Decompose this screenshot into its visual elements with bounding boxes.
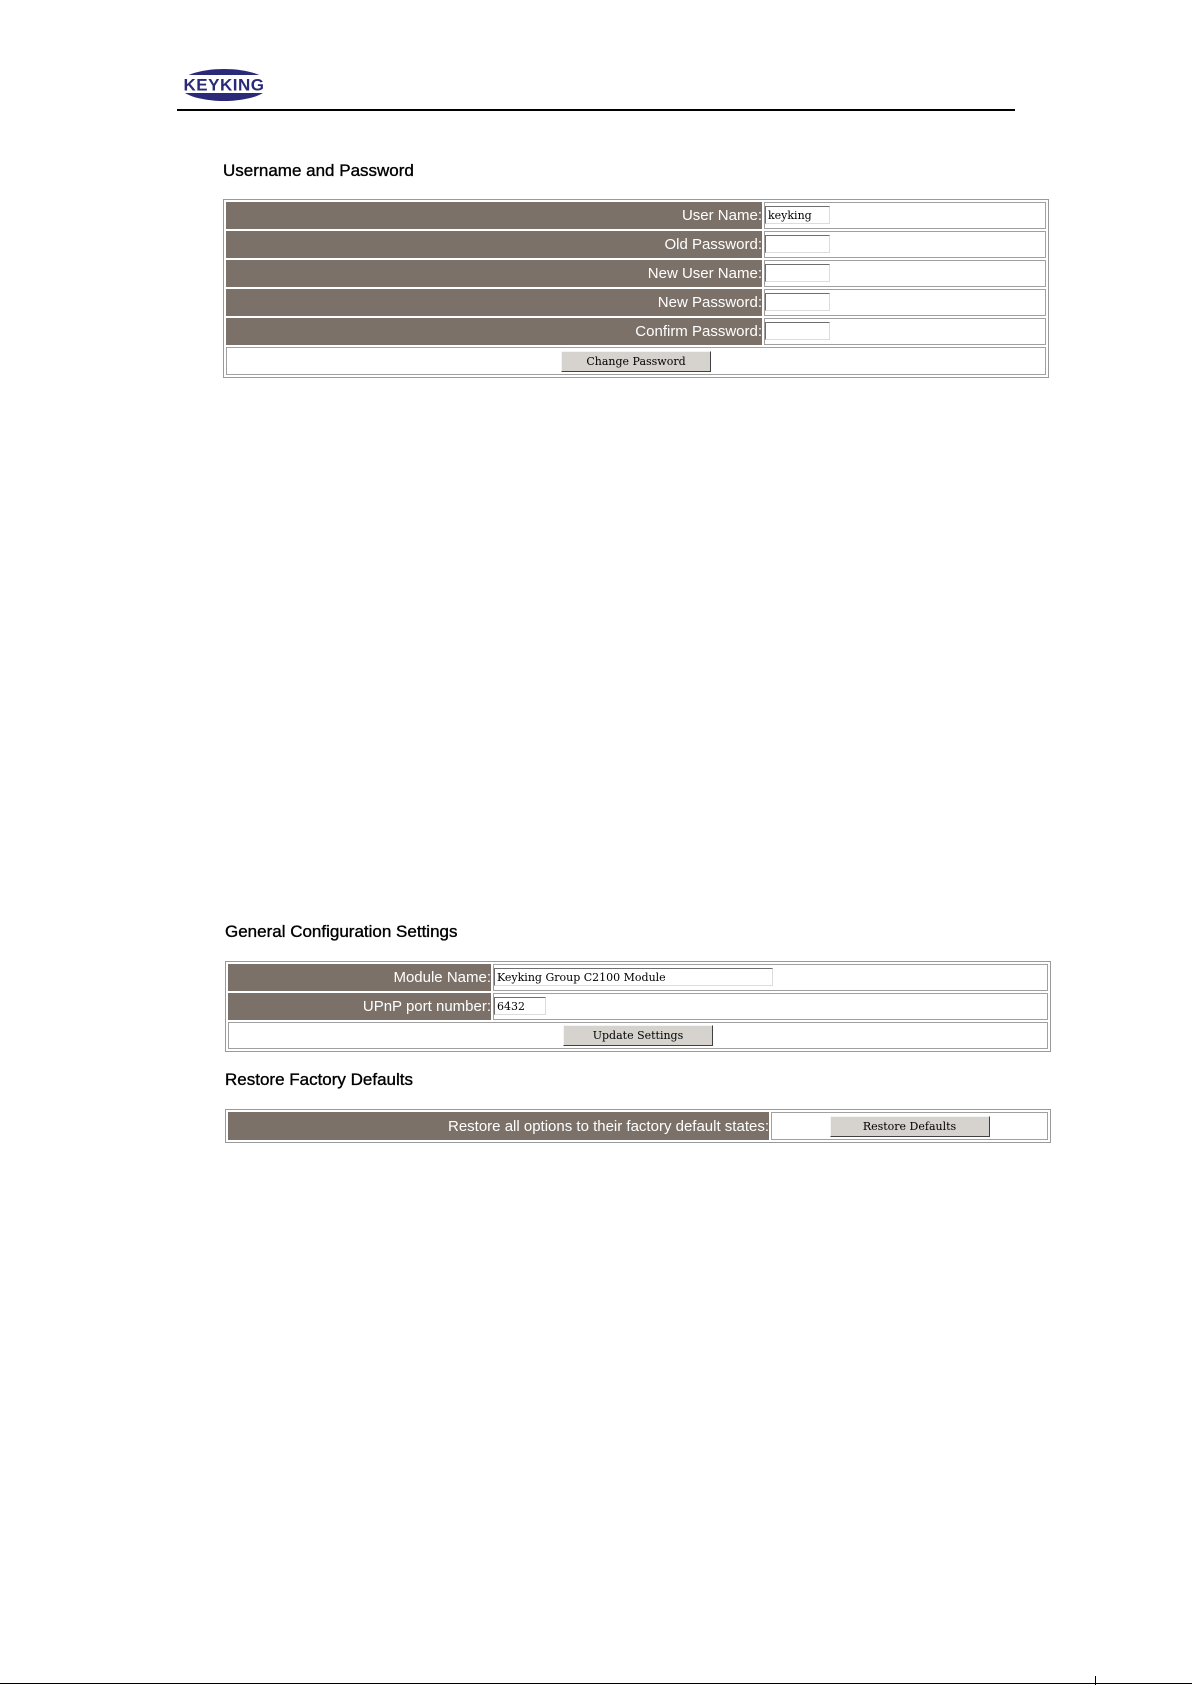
change-password-button[interactable]: Change Password xyxy=(561,351,711,372)
bottom-tick xyxy=(1095,1676,1096,1685)
password-section-title: Username and Password xyxy=(223,161,414,180)
module-name-label: Module Name: xyxy=(228,964,491,991)
password-form xyxy=(223,199,1049,378)
old-password-row xyxy=(226,231,1046,258)
new-user-name-input[interactable] xyxy=(765,264,830,282)
new-password-input[interactable] xyxy=(765,293,830,311)
bottom-rule xyxy=(0,1683,1192,1684)
new-password-label: New Password: xyxy=(226,289,762,316)
restore-section-title: Restore Factory Defaults xyxy=(225,1070,414,1089)
confirm-password-label: Confirm Password: xyxy=(226,318,762,345)
user-name-input[interactable] xyxy=(765,206,830,224)
new-user-name-label: New User Name: xyxy=(226,260,762,287)
upnp-port-input[interactable] xyxy=(494,997,546,1015)
logo-text: KEYKING xyxy=(183,75,265,95)
change-password-row xyxy=(226,347,1046,375)
module-name-input[interactable] xyxy=(494,968,773,986)
upnp-port-row xyxy=(228,993,1048,1020)
new-user-name-row xyxy=(226,260,1046,287)
old-password-input[interactable] xyxy=(765,235,830,253)
user-name-row xyxy=(226,202,1046,229)
restore-defaults-label: Restore all options to their factory default states: xyxy=(228,1112,769,1140)
keyking-logo xyxy=(178,68,270,102)
confirm-password-row xyxy=(226,318,1046,345)
update-settings-button[interactable]: Update Settings xyxy=(563,1025,713,1046)
restore-defaults-row xyxy=(228,1112,1048,1140)
header-rule xyxy=(177,109,1015,111)
update-settings-row xyxy=(228,1022,1048,1049)
old-password-label: Old Password: xyxy=(226,231,762,258)
general-settings-form xyxy=(225,961,1051,1052)
new-password-row xyxy=(226,289,1046,316)
restore-defaults-form xyxy=(225,1109,1051,1143)
module-name-row xyxy=(228,964,1048,991)
general-section-title: General Configuration Settings xyxy=(225,922,458,941)
restore-defaults-button[interactable]: Restore Defaults xyxy=(830,1116,990,1137)
user-name-label: User Name: xyxy=(226,202,762,229)
upnp-port-label: UPnP port number: xyxy=(228,993,491,1020)
confirm-password-input[interactable] xyxy=(765,322,830,340)
